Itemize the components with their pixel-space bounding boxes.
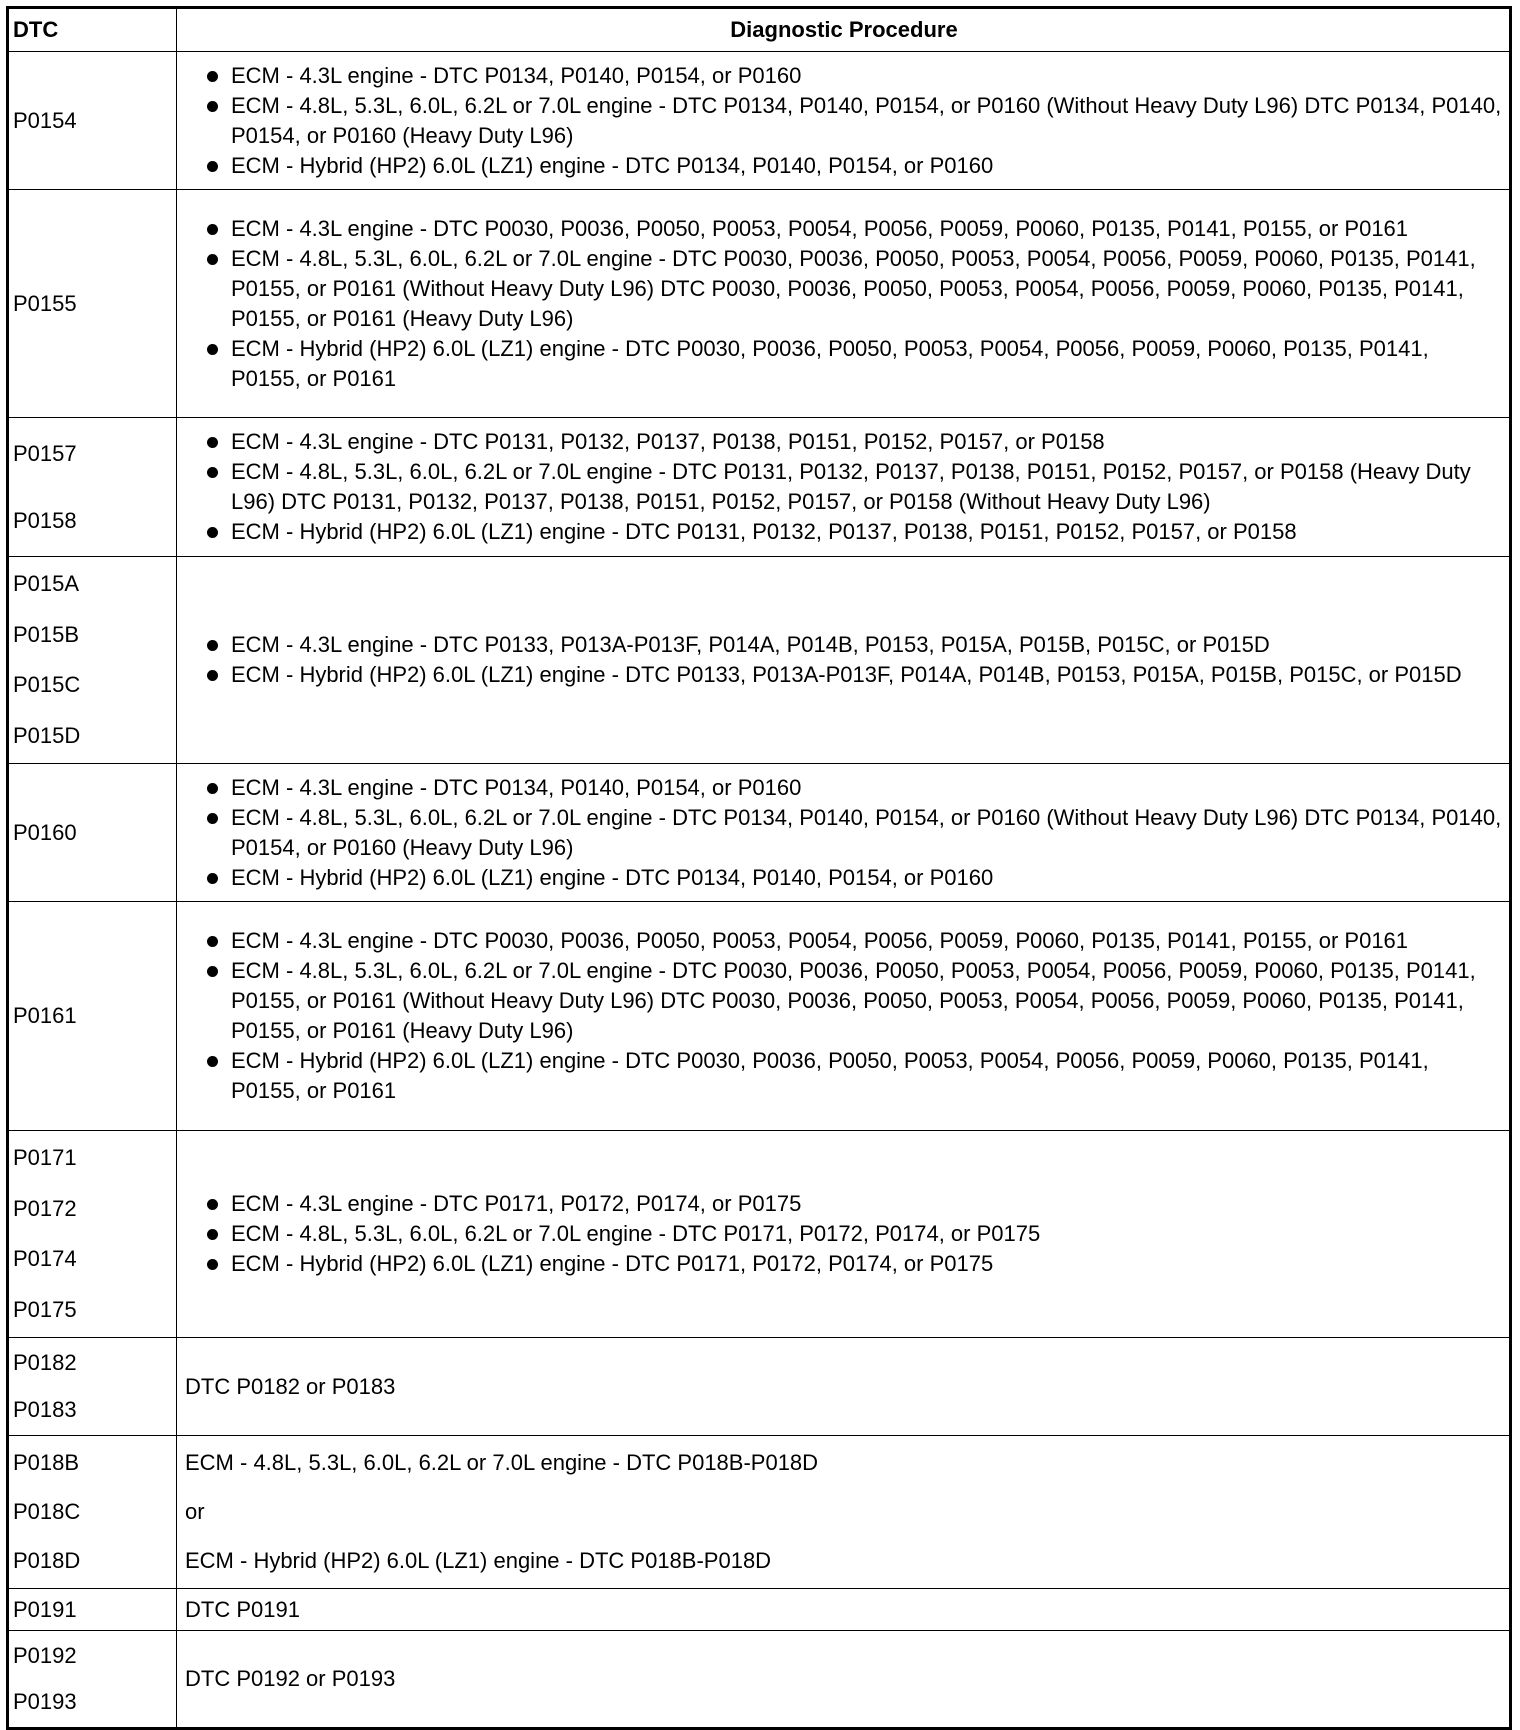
- dtc-cell: [9, 1131, 177, 1337]
- table-row: [9, 1130, 1509, 1337]
- dtc-code: P015B: [13, 621, 80, 647]
- dtc-code: P015C: [13, 672, 81, 698]
- dtc-cell: [9, 418, 177, 556]
- procedure-cell: [177, 902, 1509, 1130]
- procedure-cell: [177, 190, 1509, 417]
- dtc-code: P0191: [13, 1596, 77, 1622]
- procedure-item: ECM - Hybrid (HP2) 6.0L (LZ1) engine - DTC P0134, P0140, P0154, or P0160: [185, 863, 1503, 893]
- procedure-item: ECM - Hybrid (HP2) 6.0L (LZ1) engine - DTC P0133, P013A-P013F, P014A, P014B, P0153, P015A, P015B, P015C, or P015D: [185, 660, 1503, 690]
- dtc-cell: [9, 190, 177, 417]
- procedure-item: ECM - Hybrid (HP2) 6.0L (LZ1) engine - DTC P0030, P0036, P0050, P0053, P0054, P0056, P0059, P0060, P0135, P0141, P0155, or P0161: [185, 334, 1503, 394]
- procedure-cell: [177, 1436, 1509, 1588]
- procedure-item: ECM - Hybrid (HP2) 6.0L (LZ1) engine - DTC P0171, P0172, P0174, or P0175: [185, 1249, 1503, 1279]
- procedure-item: ECM - 4.3L engine - DTC P0030, P0036, P0050, P0053, P0054, P0056, P0059, P0060, P0135, P0141, P0155, or P0161: [185, 926, 1503, 956]
- table-header: [9, 9, 1509, 51]
- table-row: [9, 1337, 1509, 1435]
- procedure-item: ECM - 4.3L engine - DTC P0134, P0140, P0154, or P0160: [185, 61, 1503, 91]
- procedure-text: or: [185, 1498, 205, 1524]
- dtc-cell: [9, 1338, 177, 1435]
- procedure-item: ECM - 4.3L engine - DTC P0134, P0140, P0154, or P0160: [185, 773, 1503, 803]
- procedure-item: ECM - 4.3L engine - DTC P0133, P013A-P013F, P014A, P014B, P0153, P015A, P015B, P015C, or P015D: [185, 630, 1503, 660]
- procedure-list: [185, 926, 1503, 1106]
- dtc-cell: [9, 764, 177, 901]
- dtc-code: P0193: [13, 1689, 77, 1714]
- procedure-text: DTC P0192 or P0193: [185, 1666, 396, 1691]
- dtc-cell: [9, 1631, 177, 1727]
- table-row: [9, 1588, 1509, 1630]
- procedure-list: [185, 61, 1503, 181]
- procedure-item: ECM - 4.3L engine - DTC P0131, P0132, P0137, P0138, P0151, P0152, P0157, or P0158: [185, 427, 1503, 457]
- dtc-code: P0175: [13, 1296, 77, 1322]
- procedure-list: [185, 773, 1503, 893]
- dtc-cell: [9, 1589, 177, 1630]
- dtc-cell: [9, 557, 177, 763]
- header-dtc: DTC: [9, 9, 177, 51]
- procedure-item: ECM - Hybrid (HP2) 6.0L (LZ1) engine - DTC P0134, P0140, P0154, or P0160: [185, 151, 1503, 181]
- procedure-item: ECM - 4.8L, 5.3L, 6.0L, 6.2L or 7.0L engine - DTC P0134, P0140, P0154, or P0160 (Without Heavy Duty L96) DTC P0134, P0140, P0154, or P0160 (Heavy Duty L96): [185, 91, 1503, 151]
- dtc-code: P018B: [13, 1449, 80, 1475]
- table-row: [9, 901, 1509, 1130]
- procedure-cell: [177, 764, 1509, 901]
- table-row: [9, 189, 1509, 417]
- procedure-cell: [177, 418, 1509, 556]
- table-row: [9, 417, 1509, 556]
- procedure-cell: [177, 1589, 1509, 1630]
- procedure-list: [185, 214, 1503, 394]
- procedure-item: ECM - Hybrid (HP2) 6.0L (LZ1) engine - DTC P0030, P0036, P0050, P0053, P0054, P0056, P0059, P0060, P0135, P0141, P0155, or P0161: [185, 1046, 1503, 1106]
- dtc-procedure-table: [6, 6, 1512, 1730]
- dtc-cell: [9, 1436, 177, 1588]
- procedure-list: [185, 427, 1503, 547]
- dtc-code: P0155: [13, 290, 77, 316]
- procedure-list: [185, 630, 1503, 690]
- procedure-item: ECM - 4.8L, 5.3L, 6.0L, 6.2L or 7.0L engine - DTC P0134, P0140, P0154, or P0160 (Without Heavy Duty L96) DTC P0134, P0140, P0154, or P0160 (Heavy Duty L96): [185, 803, 1503, 863]
- procedure-item: ECM - 4.8L, 5.3L, 6.0L, 6.2L or 7.0L engine - DTC P0131, P0132, P0137, P0138, P0151, P0152, P0157, or P0158 (Heavy Duty L96) DTC P0131, P0132, P0137, P0138, P0151, P0152, P0157, or P0158 (Without Heavy Duty L96): [185, 457, 1503, 517]
- table-row: [9, 556, 1509, 763]
- table-row: [9, 763, 1509, 901]
- procedure-cell: [177, 52, 1509, 189]
- dtc-code: P0182: [13, 1350, 77, 1376]
- dtc-code: P0183: [13, 1396, 77, 1422]
- procedure-item: ECM - 4.3L engine - DTC P0030, P0036, P0050, P0053, P0054, P0056, P0059, P0060, P0135, P0141, P0155, or P0161: [185, 214, 1503, 244]
- dtc-code: P0157: [13, 440, 77, 466]
- dtc-code: P015D: [13, 722, 81, 748]
- dtc-code: P018C: [13, 1498, 81, 1524]
- procedure-item: ECM - 4.3L engine - DTC P0171, P0172, P0174, or P0175: [185, 1189, 1503, 1219]
- procedure-cell: [177, 1631, 1509, 1727]
- procedure-text: ECM - 4.8L, 5.3L, 6.0L, 6.2L or 7.0L engine - DTC P018B-P018D: [185, 1449, 819, 1475]
- procedure-cell: [177, 557, 1509, 763]
- table-row: [9, 1435, 1509, 1588]
- dtc-code: P015A: [13, 571, 80, 597]
- dtc-code: P0158: [13, 507, 77, 533]
- table-row: [9, 51, 1509, 189]
- procedure-item: ECM - 4.8L, 5.3L, 6.0L, 6.2L or 7.0L engine - DTC P0030, P0036, P0050, P0053, P0054, P0056, P0059, P0060, P0135, P0141, P0155, or P0161 (Without Heavy Duty L96) DTC P0030, P0036, P0050, P0053, P0054, P0056, P0059, P0060, P0135, P0141, P0155, or P0161 (Heavy Duty L96): [185, 956, 1503, 1046]
- header-procedure: Diagnostic Procedure: [730, 17, 958, 42]
- dtc-code: P0174: [13, 1246, 77, 1272]
- dtc-cell: [9, 52, 177, 189]
- procedure-text: DTC P0191: [185, 1596, 300, 1622]
- dtc-code: P0154: [13, 107, 77, 133]
- dtc-code: P0160: [13, 819, 77, 845]
- procedure-text: ECM - Hybrid (HP2) 6.0L (LZ1) engine - DTC P018B-P018D: [185, 1548, 772, 1574]
- procedure-list: [185, 1189, 1503, 1279]
- table-row: [9, 1630, 1509, 1727]
- dtc-code: P0171: [13, 1145, 77, 1171]
- procedure-cell: [177, 1131, 1509, 1337]
- procedure-item: ECM - Hybrid (HP2) 6.0L (LZ1) engine - DTC P0131, P0132, P0137, P0138, P0151, P0152, P0157, or P0158: [185, 517, 1503, 547]
- dtc-code: P0172: [13, 1195, 77, 1221]
- dtc-code: P0192: [13, 1643, 77, 1668]
- procedure-item: ECM - 4.8L, 5.3L, 6.0L, 6.2L or 7.0L engine - DTC P0171, P0172, P0174, or P0175: [185, 1219, 1503, 1249]
- procedure-text: DTC P0182 or P0183: [185, 1373, 396, 1399]
- dtc-code: P018D: [13, 1548, 81, 1574]
- dtc-code: P0161: [13, 1003, 77, 1028]
- dtc-cell: [9, 902, 177, 1130]
- procedure-cell: [177, 1338, 1509, 1435]
- procedure-item: ECM - 4.8L, 5.3L, 6.0L, 6.2L or 7.0L engine - DTC P0030, P0036, P0050, P0053, P0054, P0056, P0059, P0060, P0135, P0141, P0155, or P0161 (Without Heavy Duty L96) DTC P0030, P0036, P0050, P0053, P0054, P0056, P0059, P0060, P0135, P0141, P0155, or P0161 (Heavy Duty L96): [185, 244, 1503, 334]
